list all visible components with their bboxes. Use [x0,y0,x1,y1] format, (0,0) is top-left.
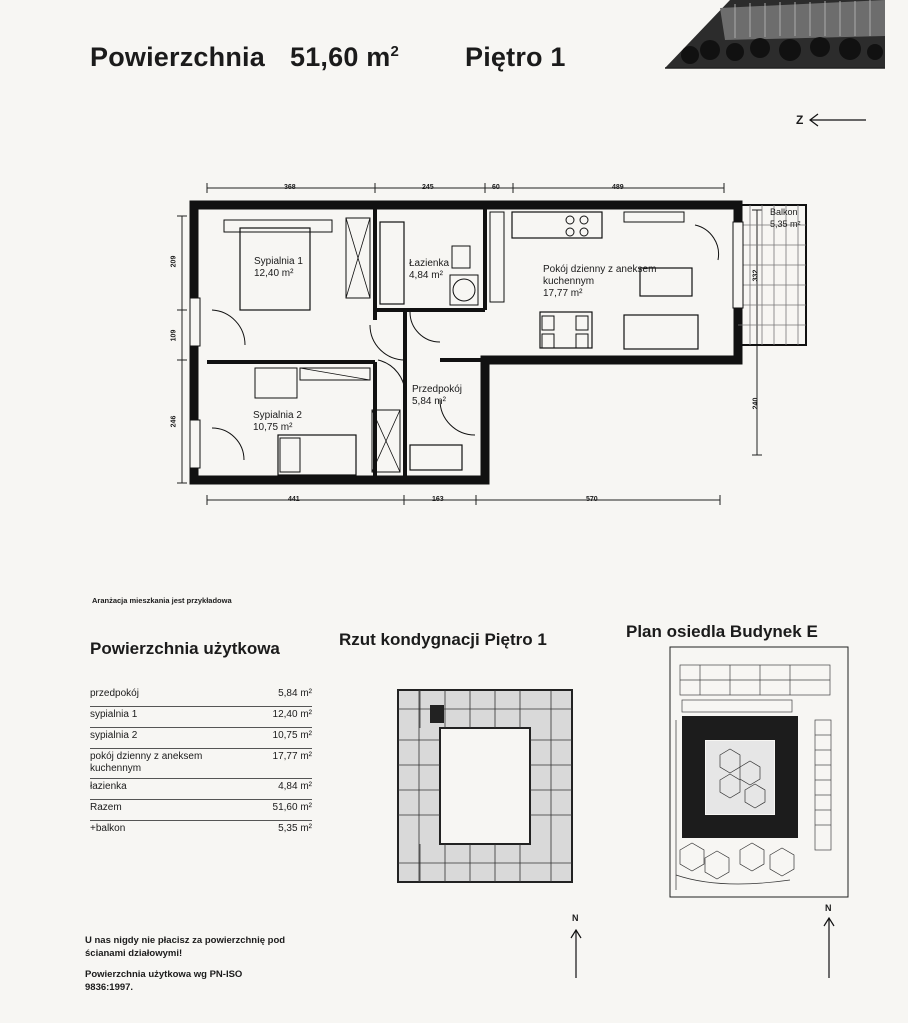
dim-left-2: 109 [170,329,178,342]
dim-top-3: 60 [492,184,500,191]
room-name: Sypialnia 2 [253,410,302,421]
row-label: Razem [90,802,122,813]
room-area: 10,75 m² [253,422,293,433]
footer-note-1: U nas nigdy nie płacisz za powierzchnię pod ścianami działowymi! [85,935,286,959]
dim-top-1: 368 [284,184,296,191]
row-value: 4,84 m² [278,781,312,792]
floor-plan-title: Rzut kondygnacji Piętro 1 [339,630,547,649]
table-row [90,749,312,779]
row-value: 17,77 m² [272,751,312,762]
area-value-heading [290,42,399,73]
compass-n-label-2: N [825,903,832,913]
room-pokoj-dzienny [543,264,673,300]
usable-area-table [90,686,312,841]
room-sypialnia-2 [253,410,302,434]
row-value: 12,40 m² [272,709,312,720]
area-value: 51,60 m [290,42,391,72]
dim-right-1: 332 [752,269,760,282]
compass-label: Z [796,113,804,127]
dim-bottom-2: 163 [432,496,444,503]
row-value: 5,35 m² [278,823,312,834]
room-name: Przedpokój [412,384,463,395]
dim-top-2: 245 [422,184,434,191]
floor-heading: Piętro 1 [465,42,566,72]
room-area: 17,77 m² [543,288,583,299]
room-name: Sypialnia 1 [254,256,303,267]
table-row [90,686,312,707]
row-label: sypialnia 2 [90,730,138,741]
room-name: Pokój dzienny z aneksem kuchennym [543,264,657,287]
room-area: 5,84 m² [412,396,446,407]
room-sypialnia-1 [254,256,303,280]
row-label: pokój dzienny z aneksem kuchennym [90,751,203,774]
room-balkon [770,206,801,230]
dim-bottom-3: 570 [586,496,598,503]
room-lazienka [409,258,449,282]
dim-left-1: 209 [170,255,178,268]
row-label: przedpokój [90,688,139,699]
table-row [90,800,312,821]
area-heading [90,42,265,73]
area-label: Powierzchnia [90,42,265,72]
room-przedpokoj [412,384,462,408]
arrangement-note: Aranżacja mieszkania jest przykładowa [92,596,232,605]
row-value: 51,60 m² [272,802,312,813]
dim-bottom-1: 441 [288,496,300,503]
row-value: 5,84 m² [278,688,312,699]
usable-area-title: Powierzchnia użytkowa [90,639,280,658]
room-area: 5,35 m² [770,219,801,229]
room-name: Balkon [770,207,798,217]
row-value: 10,75 m² [272,730,312,741]
estate-plan-title: Plan osiedla Budynek E [626,622,818,641]
table-row [90,728,312,749]
room-area: 4,84 m² [409,270,443,281]
table-row [90,779,312,800]
row-label: sypialnia 1 [90,709,138,720]
area-sup: 2 [390,43,400,60]
room-area: 12,40 m² [254,268,294,279]
row-label: łazienka [90,781,127,792]
room-name: Łazienka [409,258,450,269]
table-row [90,821,312,841]
row-label: +balkon [90,823,126,834]
table-row [90,707,312,728]
dim-right-2: 240 [752,397,760,410]
footer-note-2: Powierzchnia użytkowa wg PN-ISO 9836:1997. [85,969,243,993]
dim-top-4: 489 [612,184,624,191]
dim-left-3: 246 [170,415,178,428]
compass-n-label-1: N [572,913,579,923]
